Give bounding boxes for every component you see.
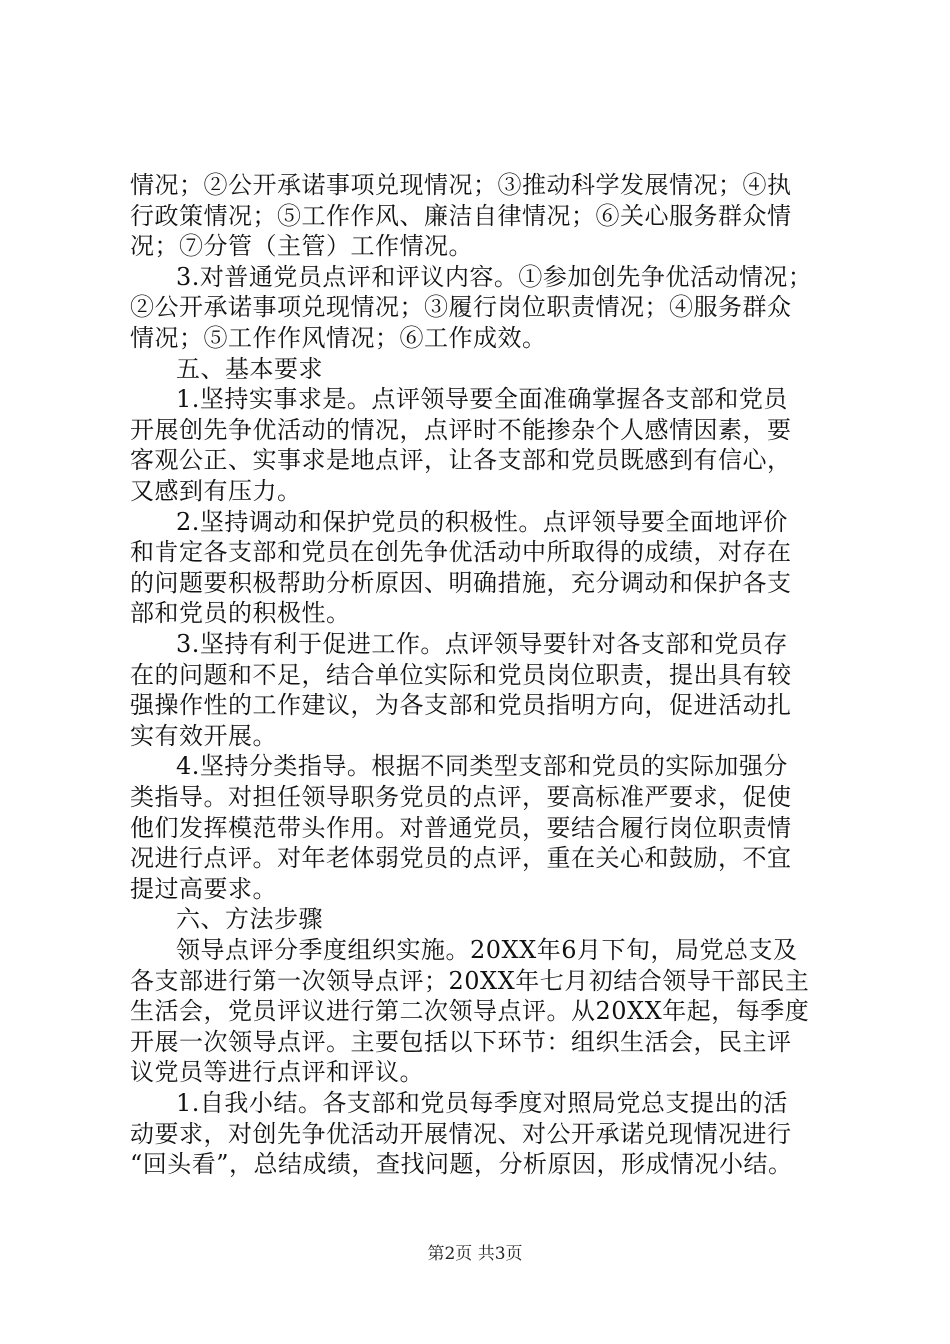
text-line: 1.坚持实事求是。点评领导要全面准确掌握各支部和党员 (176, 385, 788, 414)
text-line: 的问题要积极帮助分析原因、明确措施，充分调动和保护各支 (130, 568, 792, 597)
text-line: 3.坚持有利于促进工作。点评领导要针对各支部和党员存 (176, 630, 788, 658)
text-line: 又感到有压力。 (130, 477, 302, 505)
section-heading: 五、基本要求 (176, 354, 323, 383)
text-line: 部和党员的积极性。 (130, 599, 351, 628)
text-line: 议党员等进行点评和评议。 (130, 1058, 424, 1087)
text-line: 提过高要求。 (130, 874, 277, 903)
text-line: 情况；②公开承诺事项兑现情况；③推动科学发展情况；④执 (130, 171, 792, 199)
text-line: 行政策情况；⑤工作作风、廉洁自律情况；⑥关心服务群众情 (130, 201, 792, 230)
text-line: 客观公正、实事求是地点评，让各支部和党员既感到有信心， (130, 446, 792, 475)
text-line: 强操作性的工作建议，为各支部和党员指明方向，促进活动扎 (130, 691, 792, 720)
text-line: 生活会，党员评议进行第二次领导点评。从20XX年起，每季度 (130, 997, 810, 1026)
page-footer: 第2页 共3页 (427, 1244, 523, 1264)
section-heading: 六、方法步骤 (176, 905, 323, 934)
text-line: 他们发挥模范带头作用。对普通党员，要结合履行岗位职责情 (130, 813, 792, 842)
text-line: 况；⑦分管（主管）工作情况。 (130, 232, 473, 261)
text-line: ②公开承诺事项兑现情况；③履行岗位职责情况；④服务群众 (130, 293, 792, 322)
text-line: 2.坚持调动和保护党员的积极性。点评领导要全面地评价 (176, 507, 788, 536)
text-line: 4.坚持分类指导。根据不同类型支部和党员的实际加强分 (176, 752, 788, 781)
text-line: 情况；⑤工作作风情况；⑥工作成效。 (130, 324, 547, 352)
text-line: 3.对普通党员点评和评议内容。①参加创先争优活动情况； (176, 262, 813, 291)
text-line: 类指导。对担任领导职务党员的点评，要高标准严要求，促使 (130, 783, 792, 811)
text-line: “回头看”，总结成绩，查找问题，分析原因，形成情况小结。 (130, 1150, 793, 1179)
text-line: 各支部进行第一次领导点评；20XX年七月初结合领导干部民主 (130, 966, 810, 995)
text-line: 开展一次领导点评。主要包括以下环节：组织生活会，民主评 (130, 1027, 792, 1056)
text-line: 开展创先争优活动的情况，点评时不能掺杂个人感情因素，要 (130, 415, 792, 444)
text-line: 况进行点评。对年老体弱党员的点评，重在关心和鼓励，不宜 (130, 844, 792, 873)
text-line: 在的问题和不足，结合单位实际和党员岗位职责，提出具有较 (130, 660, 792, 689)
text-line: 实有效开展。 (130, 721, 277, 750)
text-line: 和肯定各支部和党员在创先争优活动中所取得的成绩，对存在 (130, 538, 792, 567)
text-line: 领导点评分季度组织实施。20XX年6月下旬，局党总支及 (176, 936, 798, 964)
text-line: 1.自我小结。各支部和党员每季度对照局党总支提出的活 (176, 1089, 788, 1117)
text-line: 动要求，对创先争优活动开展情况、对公开承诺兑现情况进行 (130, 1119, 792, 1148)
